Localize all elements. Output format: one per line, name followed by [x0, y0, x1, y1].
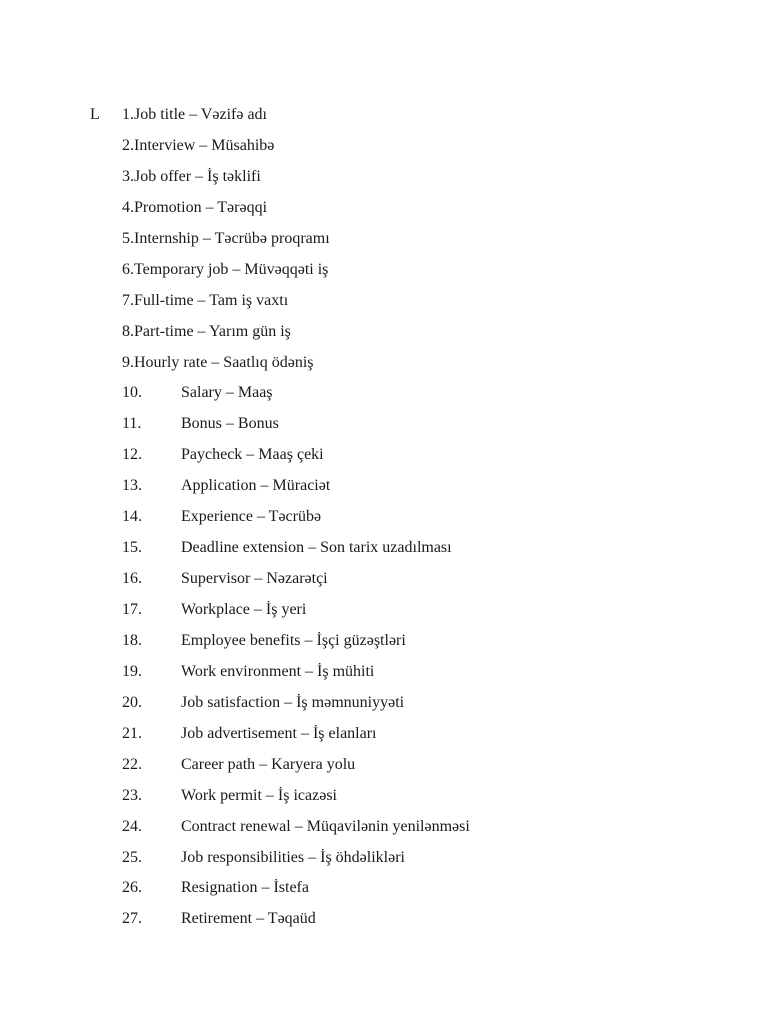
list-item-text: Supervisor – Nəzarətçi [181, 570, 328, 588]
list-item-text: Contract renewal – Müqavilənin yenilənməsi [181, 817, 470, 835]
list-item [122, 537, 722, 568]
list-item-number: 26. [122, 879, 142, 897]
list-item-number: 23. [122, 786, 142, 804]
list-item-text: Job satisfaction – İş məmnuniyyəti [181, 693, 405, 711]
list-item-number: 20. [122, 693, 142, 711]
list-item-text: Job offer – İş təklifi [134, 167, 261, 185]
list-item-text: Application – Müraciət [181, 477, 331, 495]
list-item-number: 22. [122, 755, 142, 773]
list-item-number: 2. [122, 136, 134, 154]
list-item [122, 816, 722, 847]
margin-letter: L [90, 106, 100, 123]
list-item-number: 7. [122, 291, 134, 309]
list-item [122, 475, 722, 506]
list-item [122, 630, 722, 661]
list-item-number: 17. [122, 601, 142, 618]
list-item [122, 908, 722, 939]
list-item [122, 444, 722, 475]
list-item [122, 197, 722, 228]
list-item [122, 723, 722, 754]
list-item [122, 877, 722, 908]
list-item-number: 12. [122, 446, 142, 464]
list-item-text: Workplace – İş yeri [181, 601, 307, 618]
list-item-number: 8. [122, 322, 134, 340]
list-item-number: 4. [122, 198, 134, 216]
list-item [122, 290, 722, 321]
list-item-text: Bonus – Bonus [181, 415, 279, 433]
list-item [122, 259, 722, 290]
list-item-number: 15. [122, 539, 142, 557]
list-item [122, 785, 722, 816]
list-item-number: 10. [122, 384, 142, 402]
list-item-text: Work environment – İş mühiti [181, 662, 375, 680]
list-item-text: Full-time – Tam iş vaxtı [134, 291, 289, 309]
list-item-number: 13. [122, 477, 142, 495]
list-item-text: Retirement – Təqaüd [181, 910, 316, 928]
list-item-text: Temporary job – Müvəqqəti iş [134, 260, 329, 278]
list-item-number: 14. [122, 508, 142, 526]
list-item-text: Experience – Təcrübə [181, 508, 322, 526]
list-item [122, 568, 722, 599]
list-item-number: 24. [122, 817, 142, 835]
list-item-text: Work permit – İş icazəsi [181, 786, 337, 804]
list-item [122, 228, 722, 259]
list-item-text: Promotion – Tərəqqi [134, 198, 268, 216]
list-item-text: Part-time – Yarım gün iş [134, 322, 291, 340]
list-item-number: 21. [122, 724, 142, 742]
list-item-text: Deadline extension – Son tarix uzadılması [181, 539, 452, 557]
list-item [122, 692, 722, 723]
list-item-text: Internship – Təcrübə proqramı [134, 229, 330, 247]
list-item-number: 16. [122, 570, 142, 588]
list-item-text: Resignation – İstefa [181, 879, 309, 897]
list-item-number: 6. [122, 260, 134, 278]
list-item [122, 104, 722, 135]
list-item-text: Job advertisement – İş elanları [181, 724, 377, 742]
list-item-text: Hourly rate – Saatlıq ödəniş [134, 353, 314, 371]
list-item-text: Job responsibilities – İş öhdəlikləri [181, 848, 405, 866]
list-item [122, 135, 722, 166]
list-item-number: 5. [122, 229, 134, 247]
list-item [122, 382, 722, 413]
list-item-text: Career path – Karyera yolu [181, 755, 356, 773]
list-item-text: Job title – Vəzifə adı [134, 106, 267, 123]
list-item-text: Paycheck – Maaş çeki [181, 446, 324, 464]
list-item-number: 1. [122, 106, 134, 123]
list-item-text: Employee benefits – İşçi güzəştləri [181, 631, 406, 649]
list-item [122, 847, 722, 878]
list-item [122, 321, 722, 352]
list-item-number: 9. [122, 353, 134, 371]
list-item-text: Salary – Maaş [181, 384, 273, 402]
list-item-number: 3. [122, 167, 134, 185]
list-item [122, 352, 722, 383]
vocabulary-list [122, 104, 722, 939]
list-item [122, 506, 722, 537]
list-item-text: Interview – Müsahibə [134, 136, 275, 154]
list-item-number: 11. [122, 415, 142, 433]
list-item [122, 599, 722, 630]
list-item-number: 19. [122, 662, 142, 680]
list-item [122, 661, 722, 692]
list-item [122, 754, 722, 785]
list-item-number: 25. [122, 848, 142, 866]
list-item-number: 18. [122, 631, 142, 649]
list-item [122, 413, 722, 444]
list-item [122, 166, 722, 197]
list-item-number: 27. [122, 910, 142, 928]
